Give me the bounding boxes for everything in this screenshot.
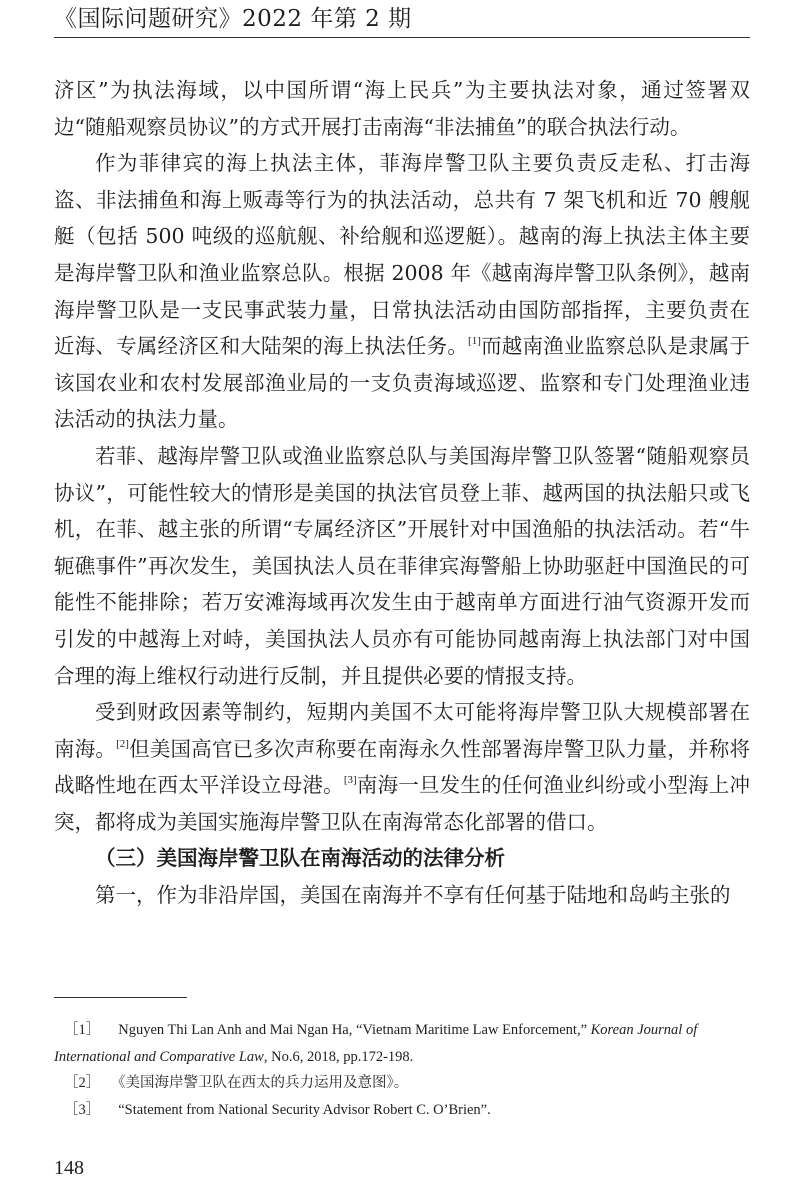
page-number: 148	[54, 1157, 84, 1179]
footnotes	[54, 1017, 750, 1123]
paragraph: 济区”为执法海域，以中国所谓“海上民兵”为主要执法对象，通过签署双边“随船观察员协议”的方式开展打击南海“非法捕鱼”的联合执法行动。	[54, 78, 750, 139]
paragraph-text: 受到财政因素等制约，短期内美国不太可能将海岸警卫队大规模部署在南海。	[54, 700, 750, 761]
paragraph	[54, 694, 750, 840]
article-body	[54, 72, 750, 914]
footnote-text: , No.6, 2018, pp.172-198.	[263, 1048, 414, 1065]
footnote-mark: ［1］	[64, 1022, 101, 1038]
paragraph-text: 南海一旦发生的任何渔业纠纷或小型海上冲突，都将成为美国实施海岸警卫队在南海常态化部署的借口。	[54, 773, 751, 834]
footnote	[54, 1097, 750, 1124]
footnote-text: “Statement from National Security Advisor Robert C. O’Brien”.	[118, 1101, 491, 1118]
footnote	[54, 1017, 750, 1070]
footnote-text: 《美国海岸警卫队在西太的兵力运用及意图》。	[118, 1075, 409, 1091]
header-rule	[54, 37, 750, 38]
running-header: 《国际问题研究》2022 年第 2 期	[54, 6, 412, 32]
footnote-mark: ［2］	[64, 1075, 101, 1091]
footnote-ref[interactable]: [3]	[343, 774, 357, 787]
footnote-ref[interactable]: [2]	[116, 737, 129, 750]
paragraph: 第一，作为非沿岸国，美国在南海并不享有任何基于陆地和岛屿主张的	[95, 883, 731, 908]
footnote-journal: Korean Journal of International and Comparative Law	[54, 1022, 698, 1065]
paragraph-text: 但美国高官已多次声称要在南海永久性部署海岸警卫队力量，并称将战略性地在西太平洋设立母港。	[54, 736, 751, 798]
footnote	[54, 1070, 750, 1097]
footnote-mark: ［3］	[64, 1101, 101, 1118]
footnote-rule	[54, 997, 187, 998]
paragraph-text: 作为菲律宾的海上执法主体，菲海岸警卫队主要负责反走私、打击海盗、非法捕鱼和海上贩毒等行为的执法活动，总共有 7 架飞机和近 70 艘舰艇（包括 500 吨级的巡航舰、补给舰和巡逻艇）。越南的海上执法主体主要是海岸警卫队和渔业监察总队。根据 2008 年《越南海岸警卫队条例》，越南海岸警卫队是一支民事武装力量，日常执法活动由国防部指挥，主要负责在近海、专属经济区和大陆架的海上执法任务。	[54, 151, 750, 359]
footnote-text: Nguyen Thi Lan Anh and Mai Ngan Ha, “Vietnam Maritime Law Enforcement,”	[118, 1022, 591, 1038]
paragraph-text: 而越南渔业监察总队是隶属于该国农业和农村发展部渔业局的一支负责海域巡逻、监察和专门处理渔业违法活动的执法力量。	[54, 334, 751, 432]
section-heading: （三）美国海岸警卫队在南海活动的法律分析	[95, 846, 505, 871]
footnote-ref[interactable]: [1]	[468, 335, 481, 348]
paragraph	[54, 145, 750, 438]
paragraph: 若菲、越海岸警卫队或渔业监察总队与美国海岸警卫队签署“随船观察员协议”，可能性较大的情形是美国的执法官员登上菲、越两国的执法船只或飞机，在菲、越主张的所谓“专属经济区”开展针对中国渔船的执法活动。若“牛轭礁事件”再次发生，美国执法人员在菲律宾海警船上协助驱赶中国渔民的可能性不能排除；若万安滩海域再次发生由于越南单方面进行油气资源开发而引发的中越海上对峙，美国执法人员亦有可能协同越南海上执法部门对中国合理的海上维权行动进行反制，并且提供必要的情报支持。	[54, 443, 750, 688]
